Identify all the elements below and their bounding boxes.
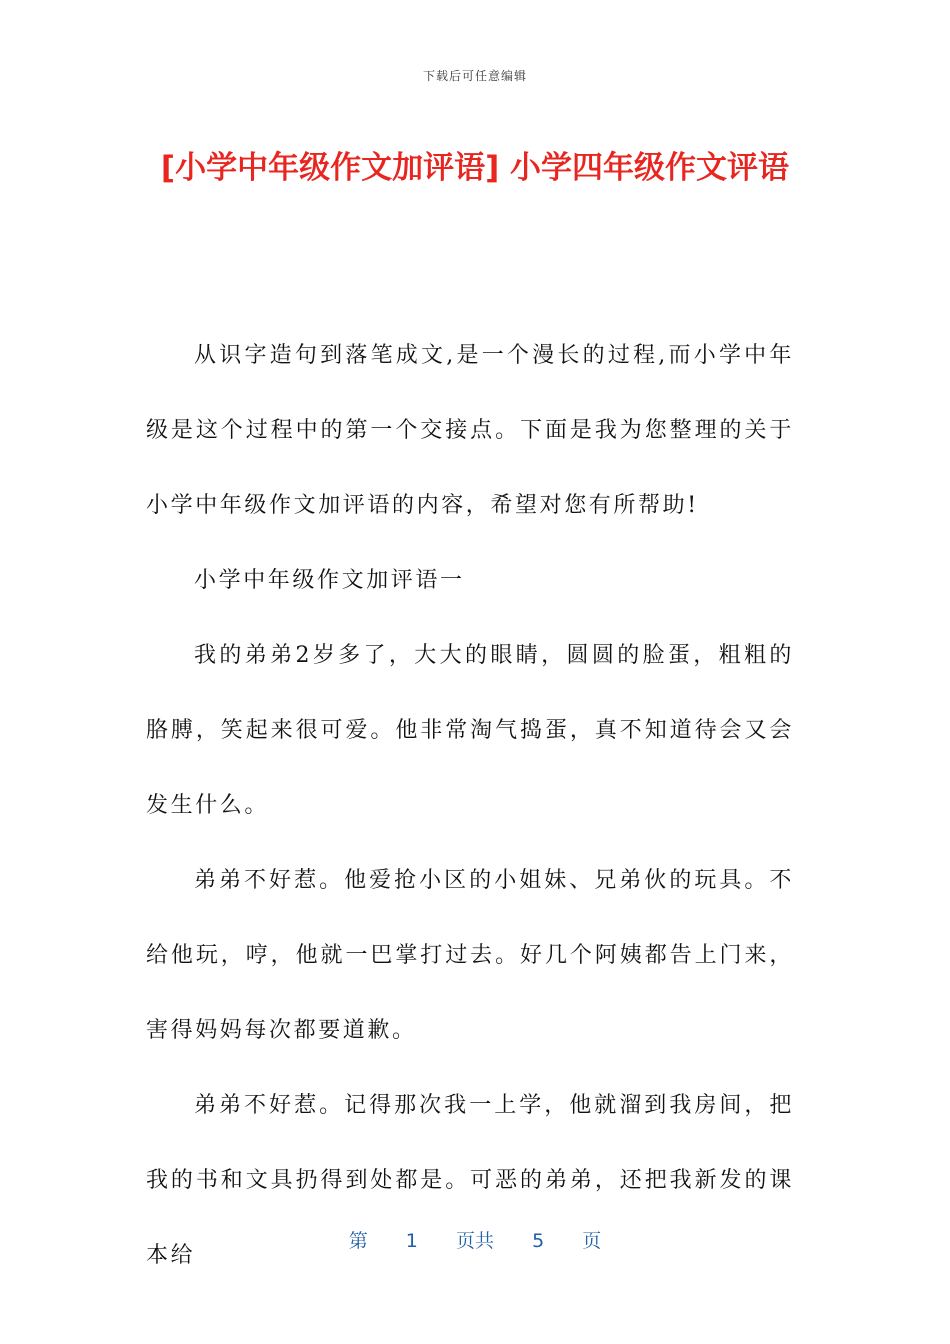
- header-note: 下载后可任意编辑: [422, 69, 527, 83]
- page-label-suffix: 页: [582, 1230, 602, 1252]
- page-title: [小学中年级作文加评语] 小学四年级作文评语: [160, 150, 790, 186]
- page-label-prefix: 第: [348, 1230, 368, 1252]
- page-label-mid: 页共: [455, 1230, 494, 1252]
- paragraph: 弟弟不好惹。他爱抢小区的小姐妹、兄弟伙的玩具。不给他玩，哼，他就一巴掌打过去。好几个阿姨都告上门来，害得妈妈每次都要道歉。: [146, 868, 794, 1043]
- total-pages: 5: [532, 1230, 545, 1252]
- paragraph: 弟弟不好惹。记得那次我一上学，他就溜到我房间，把我的书和文具扔得到处都是。可恶的弟弟，还把我新发的课本给: [146, 1093, 794, 1268]
- paragraph: 我的弟弟2岁多了，大大的眼睛，圆圆的脸蛋，粗粗的胳膊，笑起来很可爱。他非常淘气捣蛋，真不知道待会又会发生什么。: [146, 643, 794, 818]
- section-heading: 小学中年级作文加评语一: [194, 568, 465, 593]
- page-footer: [0, 1226, 950, 1253]
- page-number: 1: [405, 1230, 418, 1252]
- document-body: [146, 318, 794, 1293]
- paragraph-intro: 从识字造句到落笔成文,是一个漫长的过程,而小学中年级是这个过程中的第一个交接点。下面是我为您整理的关于小学中年级作文加评语的内容，希望对您有所帮助!: [146, 343, 794, 518]
